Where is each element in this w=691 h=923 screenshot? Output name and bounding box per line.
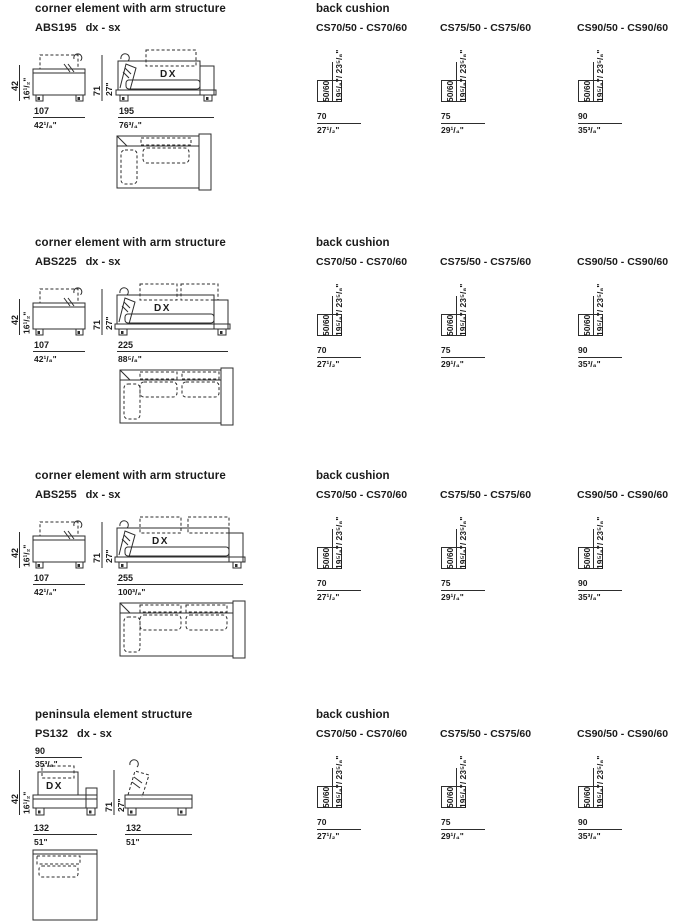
section-title: peninsula element structure xyxy=(35,709,193,721)
cushion-width-in: 29¹/₄" xyxy=(441,831,464,841)
cushion-depth-dim xyxy=(445,742,471,808)
width-dimension xyxy=(117,340,228,364)
cushion-depth-dim xyxy=(582,36,608,102)
model-code-line xyxy=(35,256,120,268)
cushion-cs70 xyxy=(316,256,434,381)
top-view-drawing xyxy=(120,368,233,425)
length-dimension-front xyxy=(33,823,97,847)
technical-drawing-abs195 xyxy=(8,44,308,202)
cushion-width-cm: 75 xyxy=(441,577,485,591)
cushion-depth-cm: 50/60 xyxy=(445,768,457,808)
cushion-depth-in: 19⁵/₈"/ 23⁵/₈" xyxy=(334,49,344,102)
height-cm: 42 xyxy=(10,793,20,804)
back-width-cm: 90 xyxy=(35,746,46,756)
technical-drawing-abs225 xyxy=(8,278,308,436)
width-cm: 195 xyxy=(119,106,135,116)
total-height-dimension xyxy=(104,770,126,815)
cushion-depth-cm: 50/60 xyxy=(582,768,594,808)
cushion-code: CS75/50 - CS75/60 xyxy=(440,22,532,34)
back-cushion-block xyxy=(316,467,691,617)
model-code-line xyxy=(35,22,120,34)
cushion-width-cm: 70 xyxy=(317,110,361,124)
back-cushion-title: back cushion xyxy=(316,470,390,482)
length-in: 51" xyxy=(34,837,48,847)
height-cm: 42 xyxy=(10,80,20,91)
section-ps132 xyxy=(0,700,691,923)
height-dimension xyxy=(10,299,32,335)
orientation-label: DX xyxy=(154,303,171,314)
front-view-drawing xyxy=(116,50,216,101)
cushion-depth-in: 19⁵/₈"/ 23⁵/₈" xyxy=(458,49,468,102)
model-variant: dx - sx xyxy=(85,489,121,501)
cushion-width-dim xyxy=(441,816,485,843)
cushion-width-cm: 90 xyxy=(578,110,622,124)
cushion-width-cm: 70 xyxy=(317,577,361,591)
cushion-width-in: 35³/₈" xyxy=(578,831,601,841)
model-code: ABS255 xyxy=(35,489,77,501)
cushion-depth-cm: 50/60 xyxy=(445,62,457,102)
width-in: 88⁵/₈" xyxy=(118,354,142,364)
cushion-depth-in: 19⁵/₈"/ 23⁵/₈" xyxy=(595,516,605,569)
height-in: 16¹/₂" xyxy=(21,544,32,567)
section-title: corner element with arm structure xyxy=(35,470,226,482)
technical-drawing-abs255 xyxy=(8,511,308,669)
top-view-drawing xyxy=(117,134,211,190)
cushion-cs70 xyxy=(316,22,434,147)
model-code-line xyxy=(35,728,112,740)
height-cm: 42 xyxy=(10,547,20,558)
back-width-in: 35³/₈" xyxy=(35,759,58,769)
cushion-width-cm: 90 xyxy=(578,816,622,830)
cushion-depth-dim xyxy=(582,503,608,569)
cushion-depth-dim xyxy=(321,503,347,569)
cushion-depth-in: 19⁵/₈"/ 23⁵/₈" xyxy=(334,516,344,569)
cushion-depth-dim xyxy=(445,270,471,336)
cushion-depth-dim xyxy=(321,270,347,336)
depth-in: 42¹/₈" xyxy=(34,354,57,364)
back-cushion-title: back cushion xyxy=(316,237,390,249)
cushion-width-cm: 90 xyxy=(578,344,622,358)
cushion-depth-cm: 50/60 xyxy=(321,62,333,102)
cushion-width-cm: 90 xyxy=(578,577,622,591)
back-cushion-block xyxy=(316,234,691,384)
front-view-drawing xyxy=(33,766,97,815)
cushion-width-dim xyxy=(578,344,622,371)
length-dimension-side xyxy=(125,823,192,847)
cushion-depth-dim xyxy=(321,36,347,102)
cushion-width-dim xyxy=(441,577,485,604)
cushion-width-dim xyxy=(317,816,361,843)
cushion-depth-dim xyxy=(321,742,347,808)
cushion-depth-in: 19⁵/₈"/ 23⁵/₈" xyxy=(458,516,468,569)
cushion-depth-in: 19⁵/₈"/ 23⁵/₈" xyxy=(458,755,468,808)
cushion-depth-in: 19⁵/₈"/ 23⁵/₈" xyxy=(595,283,605,336)
total-height-in: 27" xyxy=(104,549,114,563)
cushion-depth-in: 19⁵/₈"/ 23⁵/₈" xyxy=(595,49,605,102)
cushion-width-in: 27¹/₂" xyxy=(317,125,340,135)
total-height-dimension xyxy=(92,55,114,101)
total-height-cm: 71 xyxy=(104,801,114,812)
cushion-code: CS90/50 - CS90/60 xyxy=(577,22,669,34)
total-height-in: 27" xyxy=(104,82,114,96)
height-cm: 42 xyxy=(10,314,20,325)
model-variant: dx - sx xyxy=(85,256,121,268)
technical-drawing-ps132 xyxy=(8,744,308,923)
cushion-cs90 xyxy=(577,489,691,614)
depth-cm: 107 xyxy=(34,573,50,583)
cushion-cs90 xyxy=(577,728,691,853)
height-dimension xyxy=(10,65,32,101)
cushion-width-in: 35³/₈" xyxy=(578,125,601,135)
total-height-cm: 71 xyxy=(92,319,102,330)
width-in: 100³/₈" xyxy=(118,587,146,597)
cushion-cs75 xyxy=(440,22,558,147)
model-variant: dx - sx xyxy=(77,728,112,740)
cushion-cs75 xyxy=(440,489,558,614)
side-view-drawing xyxy=(33,54,85,101)
section-abs225 xyxy=(0,234,691,467)
cushion-code: CS70/50 - CS70/60 xyxy=(316,489,408,501)
total-height-in: 27" xyxy=(104,316,114,330)
section-title: corner element with arm structure xyxy=(35,3,226,15)
height-dimension xyxy=(10,532,32,568)
depth-dimension xyxy=(33,106,85,130)
cushion-depth-dim xyxy=(582,270,608,336)
side-view-drawing xyxy=(125,760,192,815)
cushion-width-in: 29¹/₄" xyxy=(441,359,464,369)
length-cm: 132 xyxy=(34,823,50,833)
width-dimension xyxy=(118,106,214,130)
cushion-width-in: 35³/₈" xyxy=(578,359,601,369)
cushion-cs90 xyxy=(577,256,691,381)
cushion-depth-cm: 50/60 xyxy=(582,62,594,102)
cushion-depth-cm: 50/60 xyxy=(321,768,333,808)
cushion-width-dim xyxy=(441,344,485,371)
cushion-depth-cm: 50/60 xyxy=(582,529,594,569)
cushion-code: CS75/50 - CS75/60 xyxy=(440,256,532,268)
cushion-width-in: 27¹/₂" xyxy=(317,592,340,602)
cushion-depth-in: 19⁵/₈"/ 23⁵/₈" xyxy=(595,755,605,808)
total-height-dimension xyxy=(92,289,114,335)
total-height-cm: 71 xyxy=(92,85,102,96)
top-view-drawing xyxy=(120,601,245,658)
cushion-width-dim xyxy=(441,110,485,137)
cushion-width-cm: 75 xyxy=(441,344,485,358)
front-view-drawing xyxy=(115,517,245,568)
depth-dimension xyxy=(33,573,85,597)
cushion-depth-cm: 50/60 xyxy=(445,529,457,569)
depth-cm: 107 xyxy=(34,340,50,350)
cushion-depth-in: 19⁵/₈"/ 23⁵/₈" xyxy=(334,755,344,808)
cushion-depth-cm: 50/60 xyxy=(321,529,333,569)
top-view-drawing xyxy=(33,850,97,920)
cushion-depth-dim xyxy=(445,36,471,102)
section-abs195 xyxy=(0,0,691,233)
cushion-width-dim xyxy=(578,110,622,137)
model-code: PS132 xyxy=(35,728,69,740)
width-in: 51" xyxy=(126,837,140,847)
cushion-cs75 xyxy=(440,256,558,381)
cushion-code: CS70/50 - CS70/60 xyxy=(316,22,408,34)
cushion-code: CS70/50 - CS70/60 xyxy=(316,256,408,268)
cushion-cs70 xyxy=(316,489,434,614)
depth-dimension xyxy=(33,340,85,364)
orientation-label: DX xyxy=(46,781,63,792)
cushion-width-in: 27¹/₂" xyxy=(317,359,340,369)
cushion-width-in: 29¹/₄" xyxy=(441,592,464,602)
model-code: ABS225 xyxy=(35,256,77,268)
cushion-code: CS90/50 - CS90/60 xyxy=(577,256,669,268)
cushion-width-cm: 70 xyxy=(317,816,361,830)
section-abs255 xyxy=(0,467,691,700)
back-cushion-title: back cushion xyxy=(316,709,390,721)
side-view-drawing xyxy=(33,521,85,568)
model-code: ABS195 xyxy=(35,22,77,34)
model-code-line xyxy=(35,489,120,501)
front-view-drawing xyxy=(115,284,230,335)
width-cm: 255 xyxy=(118,573,134,583)
cushion-width-dim xyxy=(578,816,622,843)
height-in: 16¹/₂" xyxy=(21,77,32,100)
back-cushion-title: back cushion xyxy=(316,3,390,15)
cushion-code: CS90/50 - CS90/60 xyxy=(577,489,669,501)
cushion-depth-in: 19⁵/₈"/ 23⁵/₈" xyxy=(334,283,344,336)
cushion-width-dim xyxy=(317,577,361,604)
cushion-width-in: 29¹/₄" xyxy=(441,125,464,135)
model-variant: dx - sx xyxy=(85,22,121,34)
side-view-drawing xyxy=(33,288,85,335)
cushion-code: CS70/50 - CS70/60 xyxy=(316,728,408,740)
cushion-depth-cm: 50/60 xyxy=(582,296,594,336)
orientation-label: DX xyxy=(160,69,177,80)
cushion-depth-dim xyxy=(445,503,471,569)
total-height-dimension xyxy=(92,522,114,568)
width-cm: 225 xyxy=(118,340,134,350)
total-height-cm: 71 xyxy=(92,552,102,563)
height-in: 16¹/₂" xyxy=(21,311,32,334)
width-cm: 132 xyxy=(126,823,142,833)
cushion-depth-cm: 50/60 xyxy=(445,296,457,336)
depth-in: 42¹/₈" xyxy=(34,587,57,597)
section-title: corner element with arm structure xyxy=(35,237,226,249)
cushion-cs70 xyxy=(316,728,434,853)
cushion-width-in: 35³/₈" xyxy=(578,592,601,602)
cushion-depth-in: 19⁵/₈"/ 23⁵/₈" xyxy=(458,283,468,336)
cushion-depth-dim xyxy=(582,742,608,808)
cushion-code: CS90/50 - CS90/60 xyxy=(577,728,669,740)
height-dimension xyxy=(10,770,32,815)
cushion-cs75 xyxy=(440,728,558,853)
orientation-label: DX xyxy=(152,536,169,547)
cushion-depth-cm: 50/60 xyxy=(321,296,333,336)
cushion-width-dim xyxy=(317,344,361,371)
cushion-code: CS75/50 - CS75/60 xyxy=(440,728,532,740)
cushion-width-dim xyxy=(317,110,361,137)
depth-in: 42¹/₈" xyxy=(34,120,57,130)
total-height-in: 27" xyxy=(116,798,126,812)
back-cushion-block xyxy=(316,0,691,150)
width-in: 76³/₄" xyxy=(119,120,142,130)
cushion-width-cm: 75 xyxy=(441,110,485,124)
back-cushion-block xyxy=(316,700,691,850)
depth-cm: 107 xyxy=(34,106,50,116)
cushion-width-in: 27¹/₂" xyxy=(317,831,340,841)
cushion-code: CS75/50 - CS75/60 xyxy=(440,489,532,501)
width-dimension xyxy=(117,573,243,597)
height-in: 16¹/₂" xyxy=(21,791,32,814)
cushion-width-cm: 70 xyxy=(317,344,361,358)
cushion-cs90 xyxy=(577,22,691,147)
cushion-width-cm: 75 xyxy=(441,816,485,830)
cushion-width-dim xyxy=(578,577,622,604)
